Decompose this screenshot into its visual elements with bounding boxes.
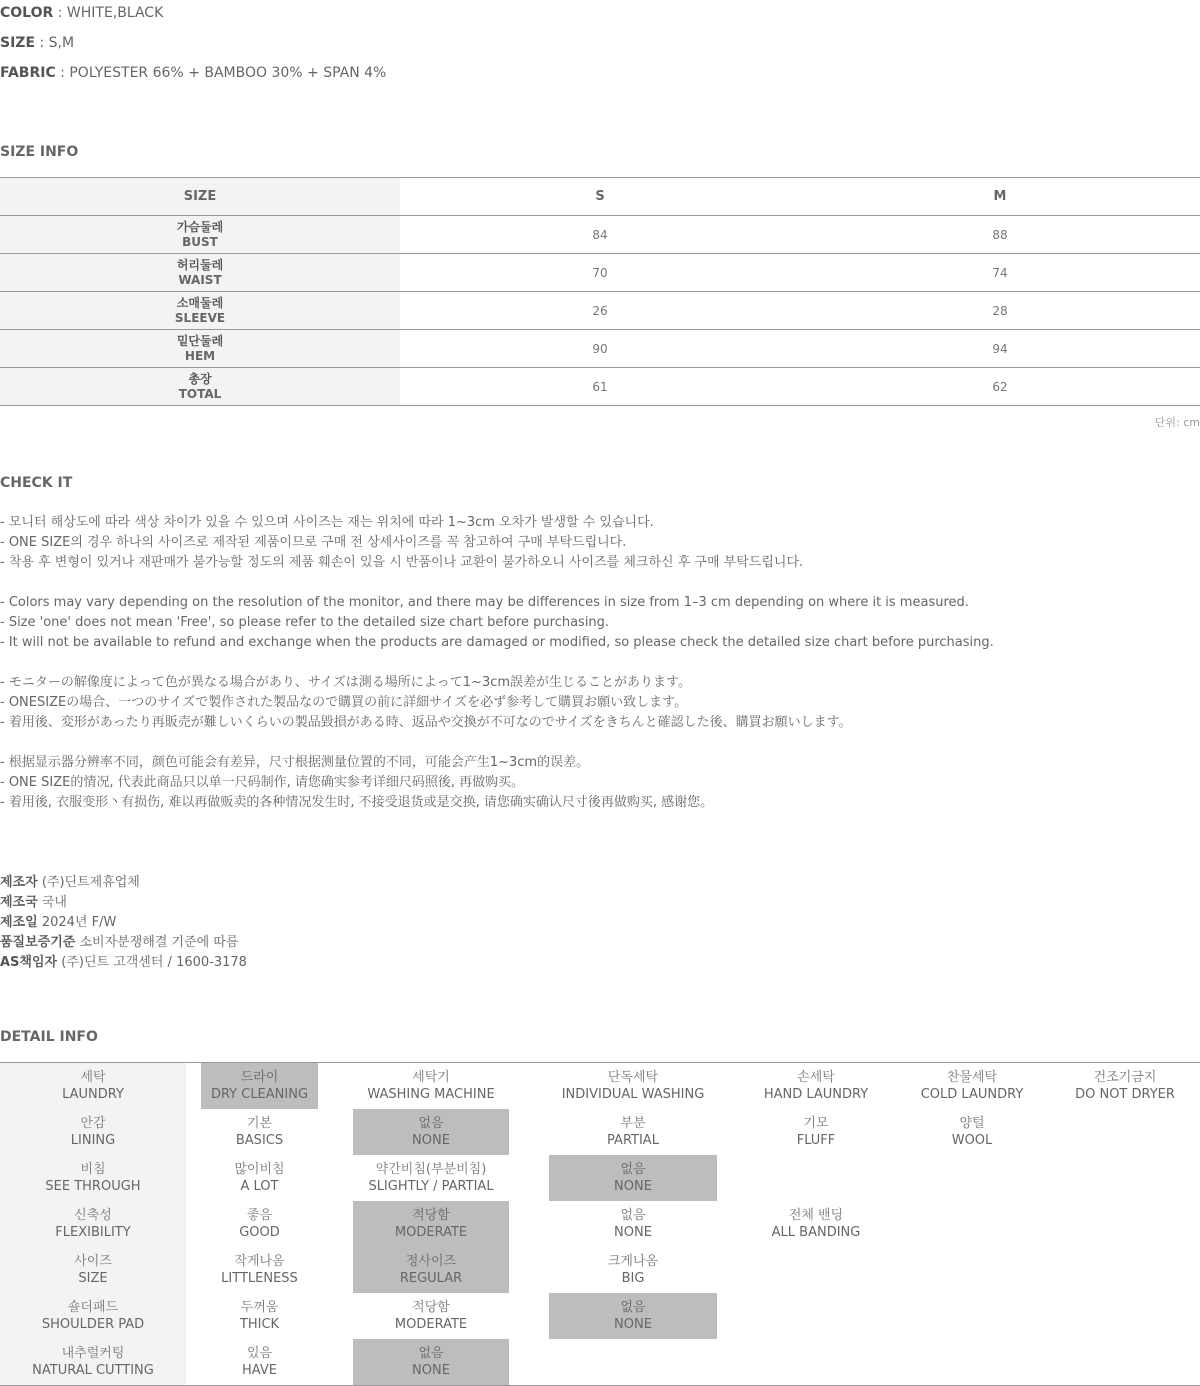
label-en: LINING: [70, 1133, 116, 1148]
check-line-ko-1: - 모니터 해상도에 따라 색상 차이가 있을 수 있으며 사이즈는 재는 위치에 따라 1~3cm 오차가 발생할 수 있습니다.: [0, 515, 654, 530]
maker-label: 제조자: [0, 875, 38, 890]
row-label-ko: 소매둘레: [176, 295, 224, 310]
cell-m: 62: [992, 379, 1008, 394]
spec-size-label: SIZE: [0, 35, 36, 51]
check-it-title: CHECK IT: [0, 475, 73, 491]
row-label: [0, 254, 400, 291]
label-en: SHOULDER PAD: [41, 1317, 145, 1332]
option-en: MODERATE: [394, 1225, 468, 1240]
option-en: THICK: [239, 1317, 280, 1332]
size-header-label: SIZE: [0, 178, 400, 215]
check-line-ja-3: - 着用後、変形があったり再販売が難しいくらいの製品毀損がある時、返品や交換が不可なのでサイズをきちんと確認した後、購買お願いします。: [0, 715, 852, 730]
option-ko: 기본: [246, 1116, 273, 1131]
option-ko: 적당함: [412, 1208, 450, 1223]
option-good: [201, 1201, 318, 1247]
option-en: NONE: [614, 1179, 652, 1194]
detail-row-label-shoulder-pad: [0, 1293, 186, 1339]
maker-manufacturer: [0, 875, 140, 891]
option-en: DO NOT DRYER: [1075, 1087, 1175, 1102]
option-ko: 부분: [620, 1116, 646, 1131]
row-label: [0, 368, 400, 405]
check-line-ja-1: - モニターの解像度によって色が異なる場合があり、サイズは測る場所によって1~3cm誤差が生じることがあります。: [0, 675, 691, 690]
detail-row-label-size: [0, 1247, 186, 1293]
row-label-ko: 총장: [188, 371, 212, 386]
option-slightly-partial: [353, 1155, 509, 1201]
label-en: NATURAL CUTTING: [32, 1363, 154, 1378]
option-dry-cleaning: [201, 1063, 318, 1109]
option-en: LITTLENESS: [221, 1271, 298, 1286]
check-line-ko-2: - ONE SIZE의 경우 하나의 사이즈로 제작된 제품이므로 구매 전 상세사이즈를 꼭 참고하여 구매 부탁드립니다.: [0, 535, 627, 550]
detail-row-label-laundry: [0, 1063, 186, 1109]
spec-fabric-label: FABRIC: [0, 65, 56, 81]
row-label-ko: 밑단둘레: [176, 333, 224, 348]
option-en: NONE: [614, 1317, 652, 1332]
row-label-en: SLEEVE: [174, 310, 226, 325]
option-en: NONE: [412, 1363, 450, 1378]
label-ko: 세탁: [80, 1070, 106, 1085]
option-a-lot: [201, 1155, 318, 1201]
table-row: [0, 216, 1200, 254]
maker-value: (주)딘트 고객센터 / 1600-3178: [57, 955, 247, 970]
maker-as: [0, 955, 247, 971]
option-individual-washing: [549, 1063, 717, 1109]
option-moderate: [353, 1293, 509, 1339]
detail-row-label-see-through: [0, 1155, 186, 1201]
option-en: DRY CLEANING: [210, 1087, 309, 1102]
check-line-zh-3: - 着用後, 衣服变形丶有损伤, 难以再做贩卖的各种情况发生时, 不接受退货或是交换, 请您确实确认尺寸後再做购买, 感谢您。: [0, 795, 714, 810]
unit-note: 단위: cm: [1154, 416, 1200, 429]
maker-label: 품질보증기준: [0, 935, 76, 950]
option-wool: [908, 1109, 1036, 1155]
table-row: [0, 292, 1200, 330]
option-en: PARTIAL: [607, 1133, 659, 1148]
option-ko: 적당함: [412, 1300, 450, 1315]
row-label-ko: 허리둘레: [176, 257, 224, 272]
option-en: COLD LAUNDRY: [920, 1087, 1024, 1102]
size-table: [0, 177, 1200, 406]
cell-s: 90: [592, 341, 608, 356]
option-ko: 손세탁: [797, 1070, 835, 1085]
option-fluff: [752, 1109, 880, 1155]
maker-label: 제조일: [0, 915, 38, 930]
option-none: [353, 1109, 509, 1155]
label-ko: 신축성: [74, 1208, 112, 1223]
option-big: [549, 1247, 717, 1293]
option-ko: 없음: [620, 1162, 646, 1177]
table-row: [0, 254, 1200, 292]
detail-row-label-flexibility: [0, 1201, 186, 1247]
option-none: [549, 1293, 717, 1339]
option-en: MODERATE: [394, 1317, 468, 1332]
option-en: ALL BANDING: [771, 1225, 861, 1240]
label-en: LAUNDRY: [62, 1087, 124, 1102]
option-ko: 없음: [620, 1300, 646, 1315]
check-line-zh-1: - 根据显示器分辨率不同，颜色可能会有差异，尺寸根据测量位置的不同，可能会产生1~3cm的误差。: [0, 755, 590, 770]
spec-color: [0, 5, 163, 21]
option-washing-machine: [353, 1063, 509, 1109]
option-none: [549, 1155, 717, 1201]
option-ko: 기모: [803, 1116, 829, 1131]
maker-value: 2024년 F/W: [37, 915, 117, 930]
label-en: SIZE: [78, 1271, 108, 1286]
option-littleness: [201, 1247, 318, 1293]
option-en: HAND LAUNDRY: [763, 1087, 869, 1102]
row-label-en: BUST: [182, 234, 218, 249]
size-table-header: [0, 178, 1200, 216]
option-ko: 약간비침(부분비침): [375, 1162, 487, 1177]
option-partial: [549, 1109, 717, 1155]
option-basics: [201, 1109, 318, 1155]
size-header-m: M: [993, 189, 1007, 204]
option-ko: 전체 밴딩: [788, 1208, 844, 1223]
row-label-ko: 가슴둘레: [176, 219, 224, 234]
option-none: [353, 1339, 509, 1385]
detail-table: [0, 1062, 1200, 1386]
option-ko: 양털: [959, 1116, 985, 1131]
cell-s: 70: [592, 265, 608, 280]
check-line-zh-2: - ONE SIZE的情况, 代表此商品只以单一尺码制作, 请您确实参考详细尺码照後, 再做购买。: [0, 775, 525, 790]
option-ko: 정사이즈: [405, 1254, 457, 1269]
row-label: [0, 292, 400, 329]
label-en: FLEXIBILITY: [55, 1225, 131, 1240]
maker-date: [0, 915, 116, 931]
spec-size-value: : S,M: [35, 35, 75, 51]
maker-quality: [0, 935, 238, 951]
option-ko: 건조기금지: [1093, 1070, 1157, 1085]
option-ko: 있음: [246, 1346, 273, 1361]
option-en: GOOD: [239, 1225, 280, 1240]
cell-s: 84: [592, 227, 608, 242]
option-ko: 단독세탁: [607, 1070, 659, 1085]
label-ko: 사이즈: [74, 1254, 112, 1269]
option-en: HAVE: [242, 1363, 277, 1378]
option-ko: 크게나옴: [607, 1254, 659, 1269]
maker-value: 소비자분쟁해결 기준에 따름: [75, 935, 239, 950]
cell-s: 26: [592, 303, 608, 318]
label-ko: 숄더패드: [67, 1300, 119, 1315]
label-ko: 비침: [80, 1162, 106, 1177]
option-ko: 드라이: [240, 1070, 279, 1085]
detail-info-title: DETAIL INFO: [0, 1029, 98, 1045]
option-ko: 두꺼움: [240, 1300, 279, 1315]
label-ko: 내추럴커팅: [61, 1346, 125, 1361]
maker-label: AS책임자: [0, 955, 58, 970]
option-all-banding: [752, 1201, 880, 1247]
spec-size: [0, 35, 74, 51]
option-cold-laundry: [908, 1063, 1036, 1109]
cell-m: 74: [992, 265, 1008, 280]
size-header-s: S: [595, 189, 605, 204]
option-ko: 작게나옴: [234, 1254, 285, 1269]
check-line-ko-3: - 착용 후 변형이 있거나 재판매가 불가능할 정도의 제품 훼손이 있을 시 반품이나 교환이 불가하오니 사이즈를 체크하신 후 구매 부탁드립니다.: [0, 555, 804, 570]
option-thick: [201, 1293, 318, 1339]
maker-label: 제조국: [0, 895, 38, 910]
check-line-en-2: - Size 'one' does not mean 'Free', so please refer to the detailed size chart before purchasing.: [0, 615, 610, 630]
option-en: BIG: [621, 1271, 645, 1286]
option-ko: 많이비침: [234, 1162, 285, 1177]
option-none: [549, 1201, 717, 1247]
option-moderate: [353, 1201, 509, 1247]
option-have: [201, 1339, 318, 1385]
option-en: WOOL: [951, 1133, 993, 1148]
option-en: NONE: [614, 1225, 652, 1240]
option-do-not-dryer: [1058, 1063, 1192, 1109]
row-label-en: WAIST: [178, 272, 222, 287]
option-en: REGULAR: [399, 1271, 463, 1286]
option-en: FLUFF: [796, 1133, 836, 1148]
check-line-en-3: - It will not be available to refund and exchange when the products are damaged or modified, so please check the detailed size chart before purchasing.: [0, 635, 994, 650]
cell-m: 28: [992, 303, 1008, 318]
option-en: INDIVIDUAL WASHING: [561, 1087, 705, 1102]
detail-row-label-lining: [0, 1109, 186, 1155]
spec-fabric: [0, 65, 386, 81]
cell-s: 61: [592, 379, 608, 394]
spec-fabric-value: : POLYESTER 66% + BAMBOO 30% + SPAN 4%: [55, 65, 387, 81]
option-ko: 세탁기: [412, 1070, 450, 1085]
row-label-en: TOTAL: [178, 386, 222, 401]
option-en: WASHING MACHINE: [367, 1087, 495, 1102]
table-row: [0, 330, 1200, 368]
option-ko: 찬물세탁: [946, 1070, 998, 1085]
row-label: [0, 330, 400, 367]
row-label-en: HEM: [184, 348, 216, 363]
option-en: SLIGHTLY / PARTIAL: [368, 1179, 494, 1194]
option-ko: 없음: [620, 1208, 646, 1223]
maker-value: (주)딘트제휴업체: [37, 875, 140, 890]
spec-color-value: : WHITE,BLACK: [53, 5, 164, 21]
check-line-ja-2: - ONESIZEの場合、一つのサイズで製作された製品なので購買の前に詳細サイズを必ず参考して購買お願い致します。: [0, 695, 688, 710]
option-ko: 좋음: [246, 1208, 273, 1223]
cell-m: 88: [992, 227, 1008, 242]
label-ko: 안감: [80, 1116, 106, 1131]
label-en: SEE THROUGH: [45, 1179, 141, 1194]
table-row: [0, 368, 1200, 406]
option-en: BASICS: [235, 1133, 284, 1148]
maker-value: 국내: [37, 895, 67, 910]
option-en: A LOT: [240, 1179, 279, 1194]
size-info-title: SIZE INFO: [0, 144, 79, 160]
check-line-en-1: - Colors may vary depending on the resolution of the monitor, and there may be differences in size from 1–3 cm depending on where it is measured.: [0, 595, 969, 610]
option-ko: 없음: [418, 1346, 444, 1361]
row-label: [0, 216, 400, 253]
spec-color-label: COLOR: [0, 5, 54, 21]
cell-m: 94: [992, 341, 1008, 356]
option-ko: 없음: [418, 1116, 444, 1131]
option-en: NONE: [412, 1133, 450, 1148]
detail-row-label-natural-cutting: [0, 1339, 186, 1385]
maker-country: [0, 895, 67, 911]
option-hand-laundry: [752, 1063, 880, 1109]
option-regular: [353, 1247, 509, 1293]
